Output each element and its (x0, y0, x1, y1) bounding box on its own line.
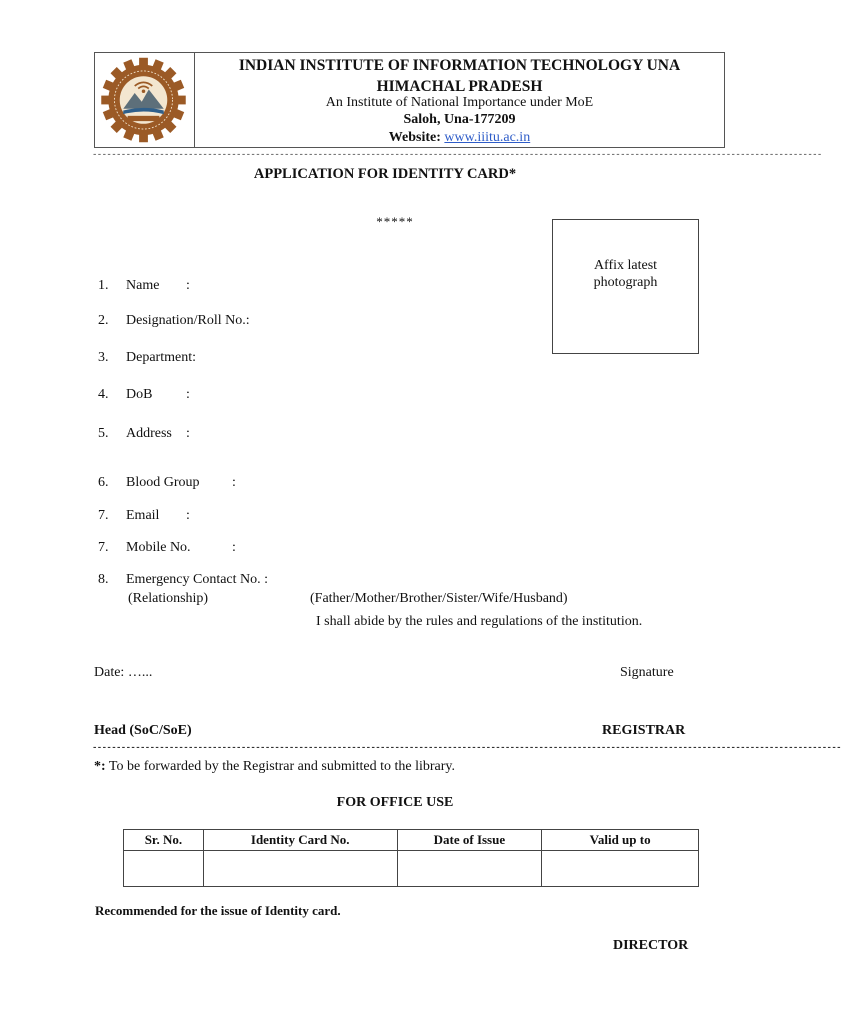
field-number: 7. (98, 508, 109, 523)
header-text (195, 53, 724, 148)
office-use-table (123, 829, 699, 887)
field-label-address: Address (126, 426, 172, 441)
stars-line: ***** (376, 214, 414, 229)
field-number: 2. (98, 313, 109, 328)
field-label-department: Department: (126, 350, 196, 365)
photo-text-line1: Affix latest (593, 258, 658, 273)
website-link[interactable]: www.iiitu.ac.in (444, 130, 531, 145)
table-cell (542, 851, 699, 887)
institute-name-line2: HIMACHAL PRADESH (376, 78, 543, 95)
institute-logo-icon (98, 56, 189, 144)
date-label: Date: …... (94, 665, 153, 680)
column-header-valid-up-to: Valid up to (542, 830, 699, 851)
photo-text-line2: photograph (593, 275, 658, 290)
logo-cell (95, 53, 195, 147)
institute-address: Saloh, Una-177209 (403, 112, 516, 127)
field-number: 8. (98, 572, 109, 587)
field-number: 4. (98, 387, 109, 402)
field-colon: : (232, 475, 236, 490)
recommendation-text: Recommended for the issue of Identity card. (95, 903, 341, 918)
field-colon: : (186, 426, 190, 441)
field-label-designation: Designation/Roll No.: (126, 313, 250, 328)
divider-bottom: ------------------------------------------------------------------------------------------------------------------------------------------------------------ (92, 743, 841, 753)
signature-label: Signature (620, 665, 674, 680)
field-number: 6. (98, 475, 109, 490)
column-header-id-card-no: Identity Card No. (203, 830, 397, 851)
table-cell (203, 851, 397, 887)
field-number: 1. (98, 278, 109, 293)
field-colon: : (186, 387, 190, 402)
field-label-dob: DoB (126, 387, 153, 402)
field-colon: : (186, 278, 190, 293)
institute-name-line1: INDIAN INSTITUTE OF INFORMATION TECHNOLOGY UNA (238, 57, 681, 74)
field-colon: : (232, 540, 236, 555)
photo-box (552, 219, 699, 354)
website-line (195, 128, 724, 148)
form-title: APPLICATION FOR IDENTITY CARD* (253, 166, 517, 182)
column-header-sr-no: Sr. No. (124, 830, 204, 851)
table-row (124, 851, 699, 887)
field-label-blood-group: Blood Group (126, 475, 200, 490)
table-header-row (124, 830, 699, 851)
footnote-text: To be forwarded by the Registrar and submitted to the library. (105, 759, 455, 774)
footnote-star: *: (94, 759, 106, 774)
website-label: Website: (388, 130, 441, 145)
divider-top: -------------------------------------------------------------------------------------------------------------------------------------------------------- (92, 150, 822, 160)
head-label: Head (SoC/SoE) (94, 723, 192, 738)
table-cell (397, 851, 542, 887)
field-number: 5. (98, 426, 109, 441)
column-header-date-of-issue: Date of Issue (397, 830, 542, 851)
field-label-mobile: Mobile No. (126, 540, 191, 555)
table-cell (124, 851, 204, 887)
field-colon: : (186, 508, 190, 523)
field-number: 3. (98, 350, 109, 365)
field-label-name: Name (126, 278, 160, 293)
declaration-text: I shall abide by the rules and regulations of the institution. (316, 614, 643, 629)
institute-header (94, 52, 725, 148)
field-number: 7. (98, 540, 109, 555)
office-use-heading: FOR OFFICE USE (336, 795, 454, 810)
field-label-relationship: (Relationship) (128, 591, 209, 606)
field-label-emergency-contact: Emergency Contact No. : (126, 572, 269, 587)
director-label: DIRECTOR (613, 938, 689, 953)
institute-subtitle: An Institute of National Importance under MoE (325, 95, 594, 110)
registrar-label: REGISTRAR (602, 723, 686, 738)
relationship-options: (Father/Mother/Brother/Sister/Wife/Husband) (310, 591, 568, 606)
field-label-email: Email (126, 508, 160, 523)
footnote (94, 759, 455, 775)
